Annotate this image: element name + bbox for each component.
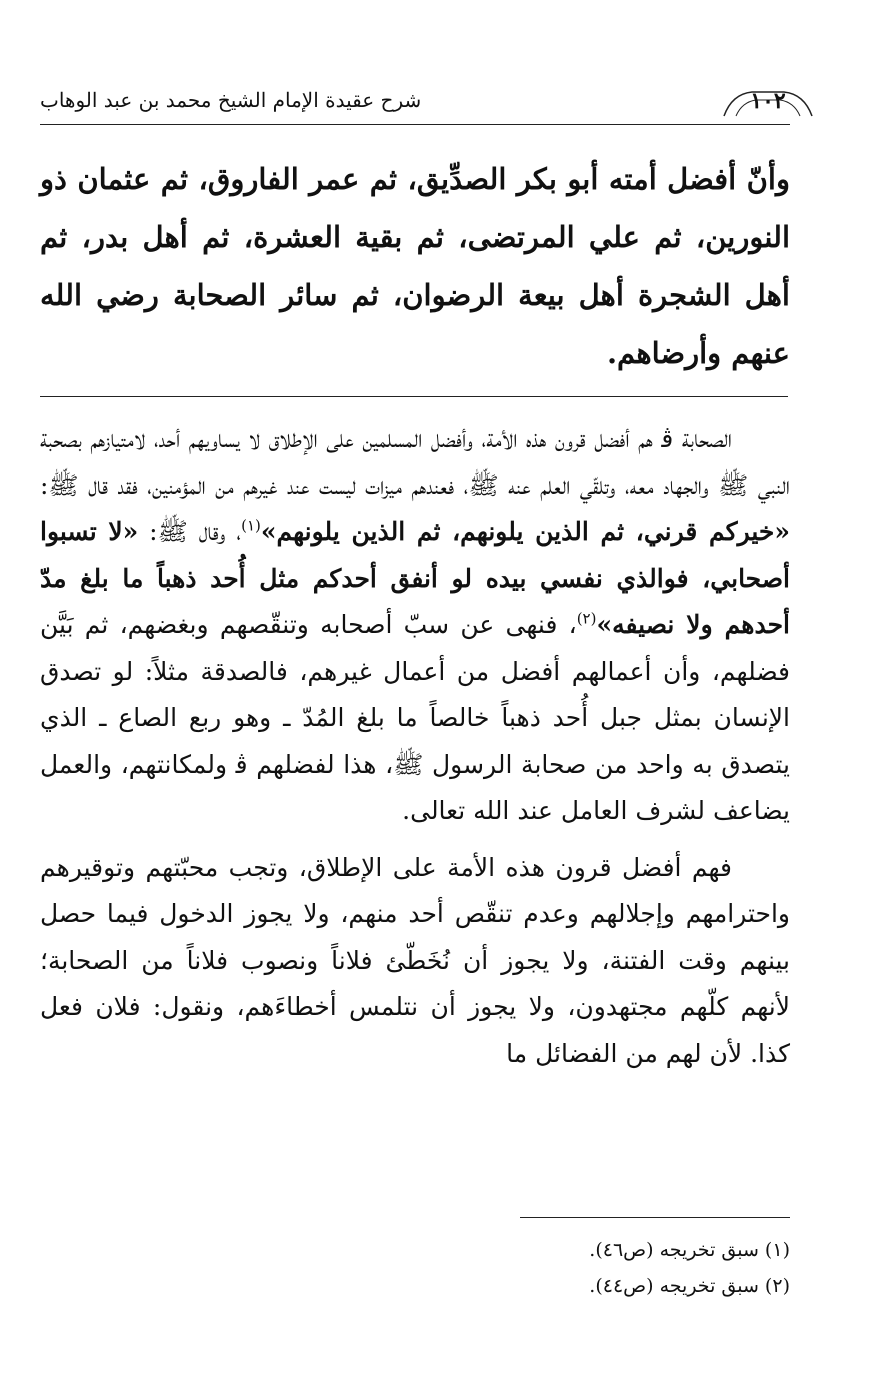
footnote-ref: (١)	[241, 516, 261, 535]
running-header	[40, 84, 846, 124]
header-divider	[40, 124, 790, 125]
commentary	[40, 416, 790, 1077]
commentary-text: الصحابة ﭬ هم أفضل قرون هذه الأمة، وأفضل المسلمين على الإطلاق لا يساويهم أحد، لامتيازهم بصحبة النبي ﷺ والجهاد معه، وتلقّي العلم عنه ﷺ، فعندهم ميزات ليست عند غيرهم من المؤمنين، فقد قال ﷺ:	[40, 424, 790, 500]
main-text-divider	[40, 396, 788, 397]
footnote-ref: (٢)	[576, 609, 597, 628]
running-title: شرح عقيدة الإمام الشيخ محمد بن عبد الوهاب	[40, 88, 422, 112]
commentary-paragraph: فهم أفضل قرون هذه الأمة على الإطلاق، وتجب محبّتهم وتوقيرهم واحترامهم وإجلالهم وعدم تنقّص أحد منهم، ولا يجوز الدخول فيما حصل بينهم وقت الفتنة، ولا يجوز أن نُخَطّئ فلاناً ونصوب فلاناً من الصحابة؛ لأنهم كلّهم مجتهدون، ولا يجوز أن نتلمس أخطاءَهم، ونقول: فلان فعل كذا. لأن لهم من الفضائل ما	[40, 852, 790, 1068]
footnote-divider	[520, 1217, 790, 1218]
main-text: وأنّ أفضل أمته أبو بكر الصدِّيق، ثم عمر الفاروق، ثم عثمان ذو النورين، ثم علي المرتضى، ثم بقية العشرة، ثم أهل بدر، ثم أهل الشجرة أهل بيعة الرضوان، ثم سائر الصحابة رضي الله عنهم وأرضاهم.	[40, 162, 790, 370]
footnote: (٢) سبق تخريجه (ص٤٤).	[589, 1275, 790, 1297]
footnotes	[380, 1232, 790, 1304]
page-number: ١٠٢	[750, 88, 786, 114]
hadith-quote: «خيركم قرني، ثم الذين يلونهم، ثم الذين يلونهم»	[260, 517, 790, 546]
hadith-quote: «لا تسبوا أصحابي، فوالذي نفسي بيده لو أنفق أحدكم مثل أُحد ذهباً ما بلغ مدّ أحدهم ولا نصيفه»	[40, 517, 790, 639]
page-number-frame	[722, 88, 814, 118]
commentary-text: ، فنهى عن سبّ أصحابه وتنقّصهم وبغضهم، ثم بَيَّن فضلهم، وأن أعمالهم أفضل من أعمال غيرهم، فالصدقة مثلاً: لو تصدق الإنسان بمثل جبل أُحد ذهباً خالصاً ما بلغ المُدّ ـ وهو ربع الصاع ـ الذي يتصدق به واحد من صحابة الرسول ﷺ، هذا لفضلهم ﭬ ولمكانتهم، والعمل يضاعف لشرف العامل عند الله تعالى.	[40, 610, 790, 825]
commentary-text: ، وقال ﷺ:	[138, 517, 242, 546]
commentary-paragraph	[40, 416, 790, 835]
footnote: (١) سبق تخريجه (ص٤٦).	[589, 1239, 790, 1261]
